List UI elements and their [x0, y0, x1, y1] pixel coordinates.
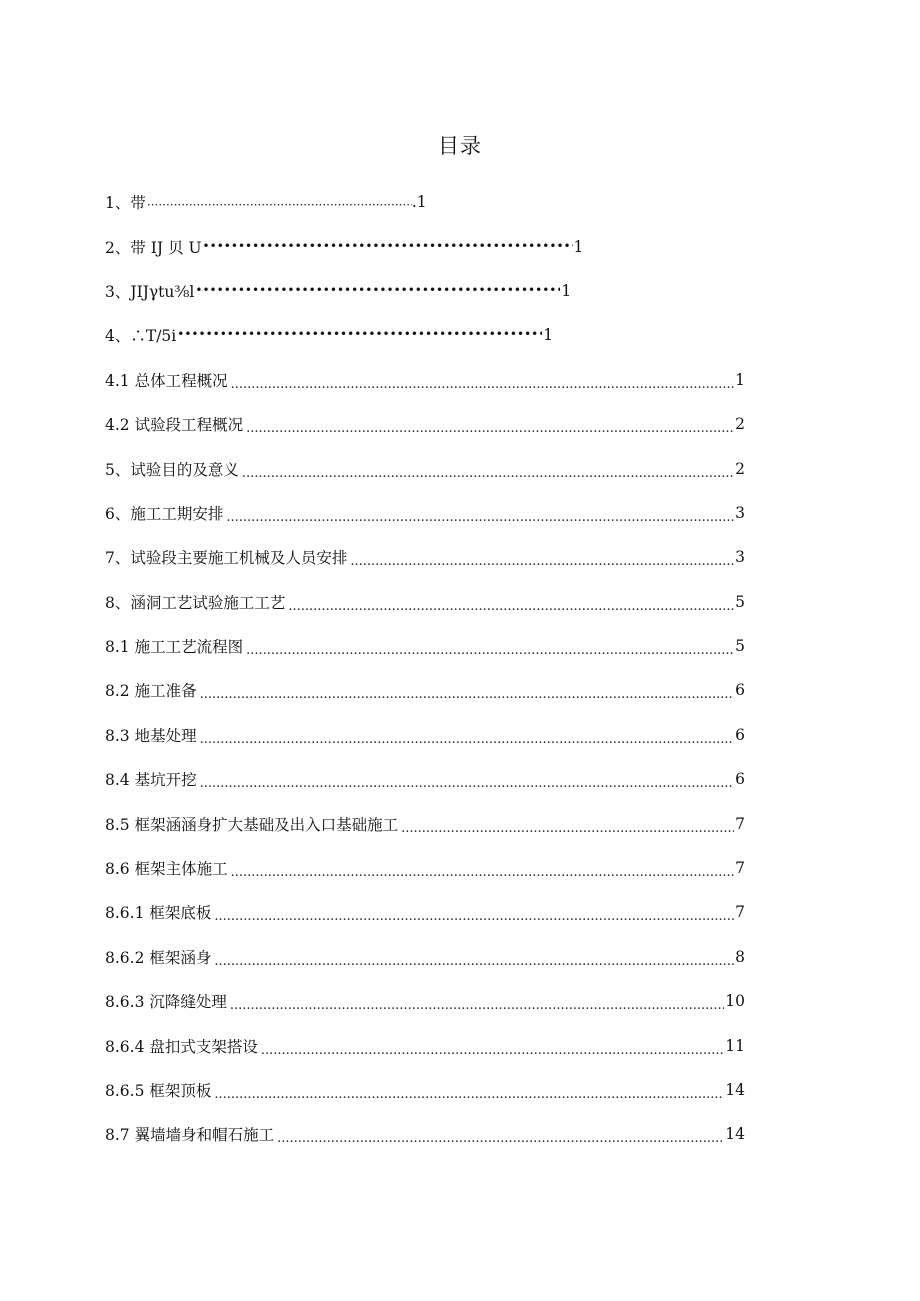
- toc-entry-1[interactable]: [105, 180, 745, 224]
- toc-leader-dots: [350, 551, 734, 569]
- toc-leader-dots: [214, 1084, 724, 1102]
- toc-leader-dots: [246, 640, 734, 658]
- toc-leader-dots: [214, 906, 734, 924]
- toc-entry-label: 8.6.2 框架涵身: [105, 948, 212, 967]
- toc-entry-label: 8.1 施工工艺流程图: [105, 638, 244, 657]
- toc-entry-8-6-5[interactable]: [105, 1068, 745, 1112]
- toc-leader-dots: [200, 773, 735, 791]
- toc-page-number: 7: [735, 903, 745, 922]
- toc-entry-label: 8.6.5 框架顶板: [105, 1082, 212, 1100]
- toc-entry-7[interactable]: [105, 535, 745, 579]
- toc-leader-dots: [200, 729, 735, 747]
- toc-leader-dots: [246, 418, 734, 436]
- toc-entry-label: 8、涵洞工艺试验施工工艺: [105, 593, 286, 612]
- toc-entry-4[interactable]: [105, 313, 745, 357]
- toc-entry-label: 8.6.3 沉降缝处理: [105, 993, 227, 1012]
- toc-page-number: 1: [735, 370, 745, 389]
- toc-entry-8-6-3[interactable]: [105, 979, 745, 1023]
- toc-entry-label: 8.3 地基处理: [105, 726, 197, 745]
- toc-page-number: 7: [735, 859, 745, 878]
- page-title: 目录: [438, 134, 482, 158]
- toc-entry-label: 4.1 总体工程概况: [105, 371, 228, 390]
- toc-entry-8-7[interactable]: [105, 1112, 745, 1156]
- toc-entry-label: 1、带: [105, 194, 146, 213]
- toc-leader-dots: [214, 951, 734, 969]
- toc-leader-dots: [203, 236, 573, 254]
- toc-page-number: 6: [735, 681, 745, 700]
- toc-entry-8-5[interactable]: [105, 801, 745, 845]
- toc-entry-label: 2、带 IJ 贝 U: [105, 238, 202, 257]
- toc-page-number: .1: [411, 193, 427, 212]
- toc-page-number: 1: [573, 237, 584, 256]
- toc-entry-8-6-4[interactable]: [105, 1023, 745, 1067]
- toc-entry-6[interactable]: [105, 491, 745, 535]
- toc-page-number: 10: [725, 992, 745, 1011]
- toc-entry-label: 8.4 基坑开挖: [105, 771, 197, 790]
- toc-entry-label: 8.2 施工准备: [105, 682, 197, 701]
- toc-page-number: 3: [735, 503, 745, 522]
- toc-page-number: 1: [561, 281, 572, 300]
- table-of-contents: [105, 180, 745, 1157]
- toc-entry-4-1[interactable]: [105, 358, 745, 402]
- toc-entry-label: 8.6 框架主体施工: [105, 860, 228, 879]
- toc-entry-label: 4、∴T∕5i: [105, 327, 177, 346]
- toc-entry-5[interactable]: [105, 446, 745, 490]
- toc-leader-dots: [200, 684, 735, 702]
- toc-leader-dots: [401, 818, 734, 836]
- toc-page-number: 14: [725, 1125, 745, 1144]
- toc-leader-dots: [195, 280, 560, 298]
- toc-leader-dots: [261, 1040, 724, 1058]
- toc-entry-8-1[interactable]: [105, 624, 745, 668]
- toc-page-number: 2: [735, 459, 745, 478]
- toc-entry-3[interactable]: [105, 269, 745, 313]
- toc-page-number: 6: [735, 770, 745, 789]
- toc-leader-dots: [177, 324, 542, 342]
- toc-page-number: 1: [543, 326, 554, 345]
- toc-entry-label: 5、试验目的及意义: [105, 460, 239, 479]
- toc-page-number: 5: [735, 592, 745, 611]
- toc-entry-4-2[interactable]: [105, 402, 745, 446]
- toc-entry-label: 8.5 框架涵涵身扩大基础及出入口基础施工: [105, 815, 399, 834]
- toc-entry-label: 7、试验段主要施工机械及人员安排: [105, 549, 348, 568]
- toc-entry-label: 8.6.1 框架底板: [105, 904, 212, 923]
- toc-leader-dots: [226, 507, 734, 525]
- toc-leader-dots: [242, 463, 734, 481]
- toc-entry-label: 4.2 试验段工程概况: [105, 416, 244, 435]
- toc-page-number: 8: [735, 947, 745, 966]
- toc-page-number: 6: [735, 725, 745, 744]
- toc-entry-8-6[interactable]: [105, 846, 745, 890]
- toc-entry-8-2[interactable]: [105, 668, 745, 712]
- toc-entry-8-6-2[interactable]: [105, 935, 745, 979]
- toc-leader-dots: [230, 995, 724, 1013]
- toc-entry-label: 3、JIJγtu⅜l: [105, 282, 195, 301]
- toc-page-number: 3: [735, 548, 745, 567]
- toc-entry-label: 6、施工工期安排: [105, 504, 224, 523]
- toc-leader-dots: [147, 195, 412, 211]
- toc-leader-dots: [231, 374, 735, 392]
- toc-page-number: 2: [735, 415, 745, 434]
- toc-entry-8-3[interactable]: [105, 713, 745, 757]
- toc-leader-dots: [277, 1128, 724, 1146]
- toc-entry-label: 8.7 翼墙墙身和帽石施工: [105, 1126, 275, 1145]
- toc-page-number: 11: [725, 1036, 745, 1055]
- toc-entry-8-6-1[interactable]: [105, 890, 745, 934]
- toc-page-number: 5: [735, 637, 745, 656]
- toc-leader-dots: [231, 862, 735, 880]
- toc-leader-dots: [288, 596, 734, 614]
- toc-entry-label: 8.6.4 盘扣式支架搭设: [105, 1037, 258, 1056]
- toc-entry-8[interactable]: [105, 580, 745, 624]
- toc-page-number: 7: [735, 814, 745, 833]
- toc-page-number: 14: [725, 1081, 745, 1099]
- toc-entry-2[interactable]: [105, 224, 745, 268]
- toc-entry-8-4[interactable]: [105, 757, 745, 801]
